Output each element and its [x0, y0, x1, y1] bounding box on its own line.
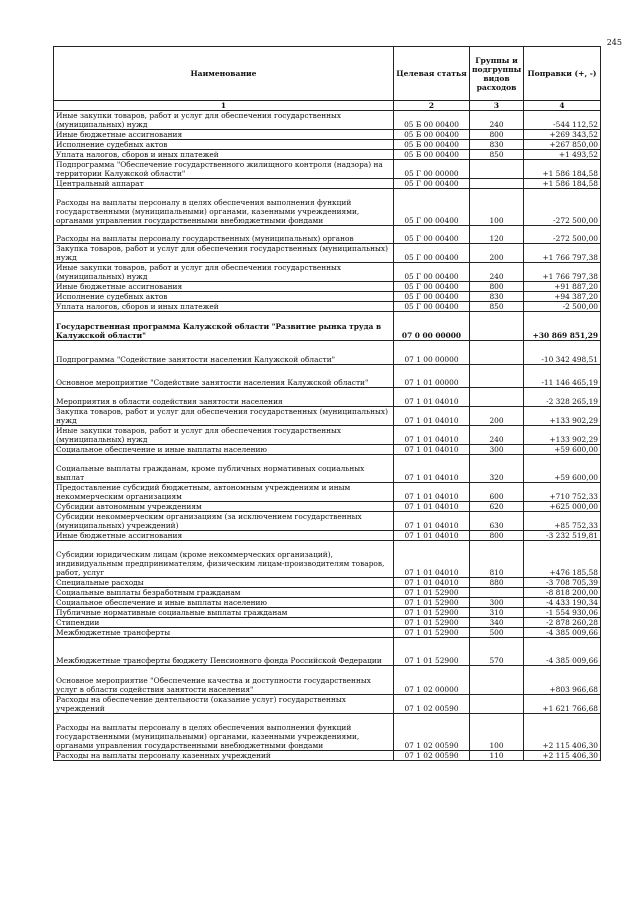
- table-row: [54, 502, 601, 512]
- row-target-article: 05 Г 00 00400: [394, 302, 470, 312]
- row-expense-group: 300: [470, 445, 524, 455]
- row-expense-group: 240: [470, 426, 524, 445]
- row-name: Социальные выплаты гражданам, кроме публичных нормативных социальных выплат: [54, 455, 394, 483]
- row-target-article: 07 1 01 52900: [394, 618, 470, 628]
- row-amendment: -11 146 465,19: [524, 365, 601, 388]
- row-name: Социальные выплаты безработным гражданам: [54, 588, 394, 598]
- budget-table: [53, 46, 601, 761]
- row-name: Расходы на выплаты персоналу казенных учреждений: [54, 751, 394, 761]
- table-row: [54, 130, 601, 140]
- table-row: [54, 531, 601, 541]
- row-target-article: 07 1 01 04010: [394, 541, 470, 578]
- row-target-article: 05 Г 00 00000: [394, 160, 470, 179]
- row-expense-group: 830: [470, 292, 524, 302]
- row-expense-group: 830: [470, 140, 524, 150]
- row-expense-group: 240: [470, 263, 524, 282]
- row-amendment: -4 385 009,66: [524, 628, 601, 638]
- row-target-article: 07 1 01 04010: [394, 578, 470, 588]
- row-name: Основное мероприятие "Содействие занятости населения Калужской области": [54, 365, 394, 388]
- row-amendment: -4 385 009,66: [524, 638, 601, 666]
- row-expense-group: [470, 365, 524, 388]
- row-amendment: +85 752,33: [524, 512, 601, 531]
- table-row: [54, 292, 601, 302]
- row-amendment: -272 500,00: [524, 226, 601, 244]
- table-row: [54, 426, 601, 445]
- row-expense-group: 880: [470, 578, 524, 588]
- row-target-article: 05 Б 00 00400: [394, 140, 470, 150]
- column-number: 1: [54, 101, 394, 111]
- row-name: Иные закупки товаров, работ и услуг для обеспечения государственных (муниципальных) нужд: [54, 426, 394, 445]
- table-row: [54, 618, 601, 628]
- row-expense-group: 200: [470, 244, 524, 263]
- row-target-article: 07 1 02 00590: [394, 714, 470, 751]
- row-target-article: 07 1 01 04010: [394, 426, 470, 445]
- row-expense-group: [470, 341, 524, 365]
- row-expense-group: [470, 179, 524, 189]
- column-number-row: [54, 101, 601, 111]
- row-amendment: +476 185,58: [524, 541, 601, 578]
- row-target-article: 07 1 02 00000: [394, 666, 470, 695]
- table-row: [54, 140, 601, 150]
- table-row: [54, 714, 601, 751]
- row-expense-group: [470, 588, 524, 598]
- row-expense-group: 340: [470, 618, 524, 628]
- row-name: Мероприятия в области содействия занятости населения: [54, 388, 394, 407]
- row-name: Уплата налогов, сборов и иных платежей: [54, 150, 394, 160]
- table-row: [54, 189, 601, 226]
- row-name: Подпрограмма "Обеспечение государственного жилищного контроля (надзора) на территории Калужской области": [54, 160, 394, 179]
- row-amendment: +133 902,29: [524, 407, 601, 426]
- row-amendment: +803 966,68: [524, 666, 601, 695]
- table-row: [54, 608, 601, 618]
- row-amendment: +710 752,33: [524, 483, 601, 502]
- row-expense-group: [470, 312, 524, 341]
- row-amendment: +2 115 406,30: [524, 751, 601, 761]
- table-row: [54, 483, 601, 502]
- row-name: Иные бюджетные ассигнования: [54, 130, 394, 140]
- row-amendment: -2 500,00: [524, 302, 601, 312]
- row-target-article: 07 1 01 04010: [394, 512, 470, 531]
- row-target-article: 07 1 01 52900: [394, 588, 470, 598]
- table-row: [54, 282, 601, 292]
- table-row: [54, 263, 601, 282]
- table-row: [54, 445, 601, 455]
- table-row: [54, 150, 601, 160]
- row-target-article: 05 Г 00 00400: [394, 282, 470, 292]
- row-expense-group: 320: [470, 455, 524, 483]
- row-expense-group: 600: [470, 483, 524, 502]
- row-amendment: +59 600,00: [524, 455, 601, 483]
- row-name: Публичные нормативные социальные выплаты гражданам: [54, 608, 394, 618]
- row-amendment: -10 342 498,51: [524, 341, 601, 365]
- row-amendment: -1 554 930,06: [524, 608, 601, 618]
- row-amendment: -2 328 265,19: [524, 388, 601, 407]
- row-name: Подпрограмма "Содействие занятости населения Калужской области": [54, 341, 394, 365]
- row-amendment: -272 500,00: [524, 189, 601, 226]
- row-amendment: +1 493,52: [524, 150, 601, 160]
- row-amendment: +94 387,20: [524, 292, 601, 302]
- row-expense-group: 110: [470, 751, 524, 761]
- row-target-article: 07 1 01 04010: [394, 502, 470, 512]
- row-name: Межбюджетные трансферты бюджету Пенсионного фонда Российской Федерации: [54, 638, 394, 666]
- row-name: Исполнение судебных актов: [54, 292, 394, 302]
- table-row: [54, 455, 601, 483]
- row-target-article: 07 1 01 52900: [394, 638, 470, 666]
- page-number: 245: [606, 38, 622, 47]
- row-expense-group: [470, 160, 524, 179]
- row-amendment: -2 878 260,28: [524, 618, 601, 628]
- table-row: [54, 302, 601, 312]
- table-row: [54, 244, 601, 263]
- row-amendment: +59 600,00: [524, 445, 601, 455]
- row-target-article: 07 1 01 04010: [394, 407, 470, 426]
- row-amendment: +91 887,20: [524, 282, 601, 292]
- row-expense-group: 810: [470, 541, 524, 578]
- table-row: [54, 179, 601, 189]
- row-target-article: 07 1 01 52900: [394, 608, 470, 618]
- row-target-article: 07 1 01 04010: [394, 388, 470, 407]
- row-amendment: +1 586 184,58: [524, 160, 601, 179]
- table-row: [54, 598, 601, 608]
- row-name: Субсидии юридическим лицам (кроме некоммерческих организаций), индивидуальным предпринимателям, физическим лицам-производителям товаров, работ, услуг: [54, 541, 394, 578]
- table-row: [54, 512, 601, 531]
- table-row: [54, 751, 601, 761]
- row-name: Расходы на выплаты персоналу в целях обеспечения выполнения функций государственными (муниципальными) органами, казенными учреждениями, органами управления государственными внебюджетными фондами: [54, 714, 394, 751]
- row-name: Закупка товаров, работ и услуг для обеспечения государственных (муниципальных) нужд: [54, 407, 394, 426]
- row-amendment: +133 902,29: [524, 426, 601, 445]
- table-body: [54, 111, 601, 761]
- row-target-article: 07 1 01 04010: [394, 445, 470, 455]
- table-row: [54, 111, 601, 130]
- row-expense-group: 630: [470, 512, 524, 531]
- row-expense-group: 200: [470, 407, 524, 426]
- row-target-article: 05 Г 00 00400: [394, 244, 470, 263]
- row-name: Исполнение судебных актов: [54, 140, 394, 150]
- table-row: [54, 541, 601, 578]
- row-name: Специальные расходы: [54, 578, 394, 588]
- row-target-article: 05 Г 00 00400: [394, 226, 470, 244]
- row-name: Иные бюджетные ассигнования: [54, 531, 394, 541]
- row-name: Центральный аппарат: [54, 179, 394, 189]
- table-row: [54, 628, 601, 638]
- row-amendment: -544 112,52: [524, 111, 601, 130]
- row-amendment: -3 708 705,39: [524, 578, 601, 588]
- row-amendment: -8 818 200,00: [524, 588, 601, 598]
- row-target-article: 05 Б 00 00400: [394, 150, 470, 160]
- row-name: Социальное обеспечение и иные выплаты населению: [54, 598, 394, 608]
- table-row: [54, 160, 601, 179]
- row-expense-group: [470, 695, 524, 714]
- table-row: [54, 341, 601, 365]
- row-expense-group: 850: [470, 302, 524, 312]
- table-row: [54, 638, 601, 666]
- row-amendment: +1 766 797,38: [524, 263, 601, 282]
- row-expense-group: 800: [470, 282, 524, 292]
- table-row: [54, 312, 601, 341]
- row-name: Субсидии автономным учреждениям: [54, 502, 394, 512]
- header-target-article: Целевая статья: [394, 47, 470, 101]
- row-name: Уплата налогов, сборов и иных платежей: [54, 302, 394, 312]
- row-name: Расходы на выплаты персоналу в целях обеспечения выполнения функций государственными (муниципальными) органами, казенными учреждениями, органами управления государственными внебюджетными фондами: [54, 189, 394, 226]
- table-row: [54, 388, 601, 407]
- row-name: Стипендии: [54, 618, 394, 628]
- row-target-article: 07 1 01 04010: [394, 455, 470, 483]
- table-row: [54, 407, 601, 426]
- row-target-article: 05 Г 00 00400: [394, 179, 470, 189]
- row-amendment: +625 000,00: [524, 502, 601, 512]
- table-row: [54, 578, 601, 588]
- row-expense-group: 100: [470, 189, 524, 226]
- row-target-article: 05 Г 00 00400: [394, 292, 470, 302]
- table-row: [54, 666, 601, 695]
- header-name: Наименование: [54, 47, 394, 101]
- row-expense-group: 800: [470, 130, 524, 140]
- row-expense-group: [470, 388, 524, 407]
- row-expense-group: 620: [470, 502, 524, 512]
- table-row: [54, 226, 601, 244]
- row-target-article: 07 1 02 00590: [394, 695, 470, 714]
- column-number: 3: [470, 101, 524, 111]
- row-target-article: 07 1 00 00000: [394, 341, 470, 365]
- row-name: Расходы на выплаты персоналу государственных (муниципальных) органов: [54, 226, 394, 244]
- row-name: Иные закупки товаров, работ и услуг для обеспечения государственных (муниципальных) нужд: [54, 263, 394, 282]
- row-amendment: -3 232 519,81: [524, 531, 601, 541]
- column-number: 2: [394, 101, 470, 111]
- row-target-article: 07 1 01 52900: [394, 628, 470, 638]
- row-amendment: +267 850,00: [524, 140, 601, 150]
- row-name: Межбюджетные трансферты: [54, 628, 394, 638]
- row-target-article: 07 1 01 52900: [394, 598, 470, 608]
- row-amendment: -4 433 190,34: [524, 598, 601, 608]
- row-target-article: 07 1 01 04010: [394, 483, 470, 502]
- row-target-article: 07 1 02 00590: [394, 751, 470, 761]
- row-amendment: +1 766 797,38: [524, 244, 601, 263]
- row-amendment: +1 621 766,68: [524, 695, 601, 714]
- row-target-article: 07 1 01 00000: [394, 365, 470, 388]
- row-expense-group: 500: [470, 628, 524, 638]
- row-target-article: 05 Г 00 00400: [394, 189, 470, 226]
- row-name: Социальное обеспечение и иные выплаты населению: [54, 445, 394, 455]
- row-target-article: 07 0 00 00000: [394, 312, 470, 341]
- row-name: Закупка товаров, работ и услуг для обеспечения государственных (муниципальных) нужд: [54, 244, 394, 263]
- row-expense-group: [470, 666, 524, 695]
- row-name: Иные бюджетные ассигнования: [54, 282, 394, 292]
- header-row: [54, 47, 601, 101]
- row-expense-group: 570: [470, 638, 524, 666]
- row-amendment: +269 343,52: [524, 130, 601, 140]
- row-name: Иные закупки товаров, работ и услуг для обеспечения государственных (муниципальных) нужд: [54, 111, 394, 130]
- row-expense-group: 850: [470, 150, 524, 160]
- row-expense-group: 240: [470, 111, 524, 130]
- row-target-article: 05 Г 00 00400: [394, 263, 470, 282]
- row-target-article: 07 1 01 04010: [394, 531, 470, 541]
- row-name: Расходы на обеспечение деятельности (оказание услуг) государственных учреждений: [54, 695, 394, 714]
- row-target-article: 05 Б 00 00400: [394, 111, 470, 130]
- header-expense-group: Группы и подгруппы видов расходов: [470, 47, 524, 101]
- row-expense-group: 300: [470, 598, 524, 608]
- row-expense-group: 800: [470, 531, 524, 541]
- row-amendment: +2 115 406,30: [524, 714, 601, 751]
- row-name: Основное мероприятие "Обеспечение качества и доступности государственных услуг в области содействия занятости населения": [54, 666, 394, 695]
- table-row: [54, 588, 601, 598]
- row-name: Государственная программа Калужской области "Развитие рынка труда в Калужской области": [54, 312, 394, 341]
- column-number: 4: [524, 101, 601, 111]
- row-amendment: +1 586 184,58: [524, 179, 601, 189]
- row-target-article: 05 Б 00 00400: [394, 130, 470, 140]
- header-amendments: Поправки (+, -): [524, 47, 601, 101]
- row-expense-group: 120: [470, 226, 524, 244]
- row-expense-group: 100: [470, 714, 524, 751]
- row-name: Предоставление субсидий бюджетным, автономным учреждениям и иным некоммерческим организациям: [54, 483, 394, 502]
- row-expense-group: 310: [470, 608, 524, 618]
- row-amendment: +30 869 851,29: [524, 312, 601, 341]
- table-row: [54, 365, 601, 388]
- row-name: Субсидии некоммерческим организациям (за исключением государственных (муниципальных) учреждений): [54, 512, 394, 531]
- table-row: [54, 695, 601, 714]
